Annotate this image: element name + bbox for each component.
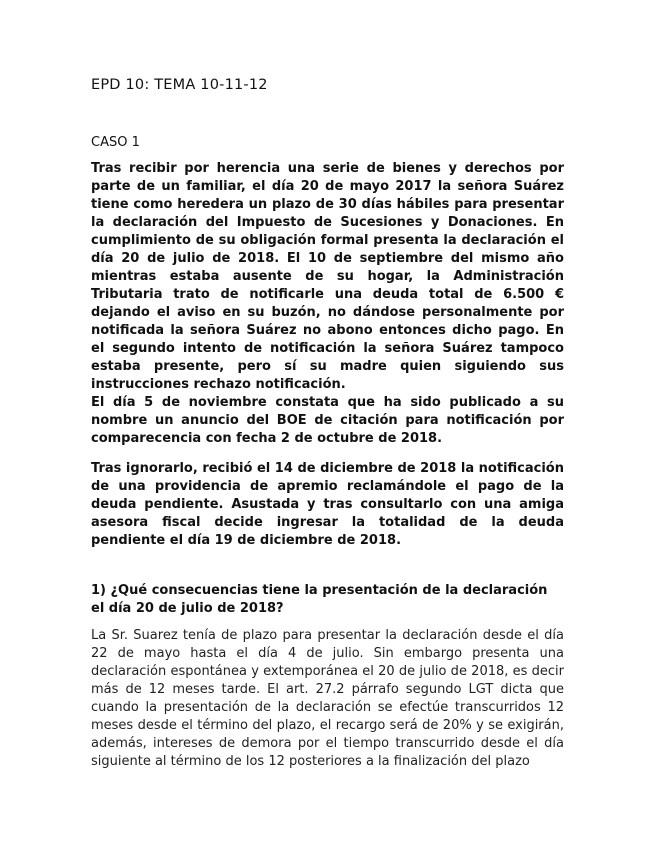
answer-1: La Sr. Suarez tenía de plazo para presentar la declaración desde el día 22 de mayo hasta el día 4 de julio. Sin embargo presenta una declaración espontánea y extemporánea el 20 de julio de 2018, es decir más de 12 meses tarde. El art. 27.2 párrafo segundo LGT dicta que cuando la presentación de la declaración se efectúe transcurridos 12 meses desde el término del plazo, el recargo será de 20% y se exigirán, además, intereses de demora por el tiempo transcurrido desde el día siguiente al término de los 12 posteriores a la finalización del plazo	[91, 628, 564, 769]
document-title: EPD 10: TEMA 10-11-12	[91, 77, 268, 93]
question-1: 1) ¿Qué consecuencias tiene la presentación de la declaración el día 20 de julio de 2018?	[91, 583, 548, 616]
case-title: CASO 1	[91, 135, 140, 150]
case-paragraph-1: Tras recibir por herencia una serie de bienes y derechos por parte de un familiar, el día 20 de mayo 2017 la señora Suárez tiene como heredera un plazo de 30 días hábiles para presentar la declaración del Impuesto de Sucesiones y Donaciones. En cumplimiento de su obligación formal presenta la declaración el día 20 de julio de 2018. El 10 de septiembre del mismo año mientras estaba ausente de su hogar, la Administración Tributaria trato de notificarle una deuda total de 6.500 € dejando el aviso en su buzón, no dándose personalmente por notificada la señora Suárez no abono entonces dicho pago. En el segundo intento de notificación la señora Suárez tampoco estaba presente, pero sí su madre quien siguiendo sus instrucciones rechazo notificación.	[91, 161, 564, 392]
case-paragraph-2: El día 5 de noviembre constata que ha sido publicado a su nombre un anuncio del BOE de citación para notificación por comparecencia con fecha 2 de octubre de 2018.	[91, 395, 564, 446]
case-paragraph-3: Tras ignorarlo, recibió el 14 de diciembre de 2018 la notificación de una providencia de apremio reclamándole el pago de la deuda pendiente. Asustada y tras consultarlo con una amiga asesora fiscal decide ingresar la totalidad de la deuda pendiente el día 19 de diciembre de 2018.	[91, 461, 564, 548]
